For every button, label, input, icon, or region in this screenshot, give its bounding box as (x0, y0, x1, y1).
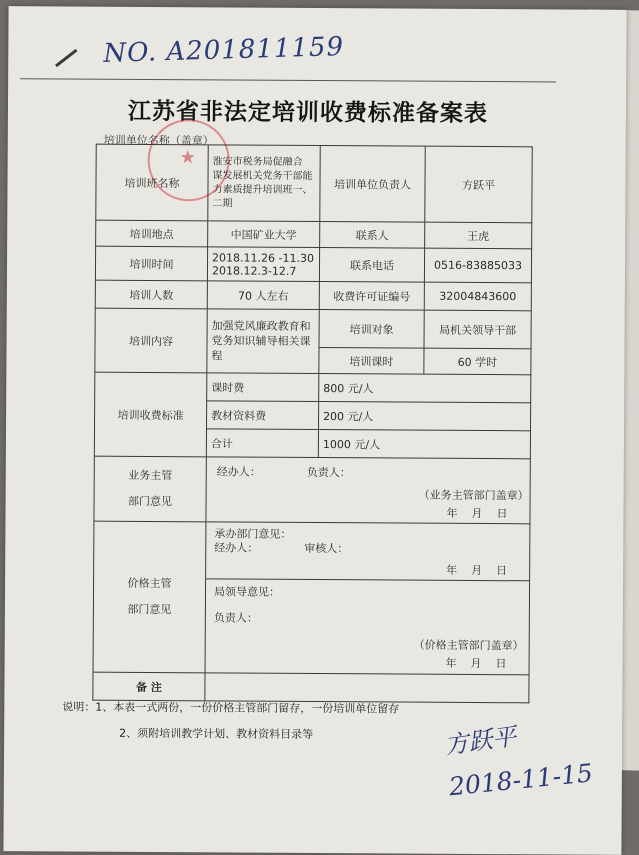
leader-label: 培训单位负责人 (320, 146, 425, 223)
hours-value: 60 学时 (424, 348, 531, 375)
filing-table (92, 144, 532, 704)
undertake-label: 承办部门意见： (214, 527, 292, 541)
count-label: 培训人数 (95, 280, 207, 309)
license-value: 32004843600 (424, 282, 531, 311)
contact-value: 王虎 (425, 222, 532, 249)
target-label: 培训对象 (319, 310, 424, 349)
price-seal-label: （价格主管部门盖章） (413, 638, 524, 653)
content-value: 加强党风廉政教育和党务知识辅导相关课程 (207, 309, 319, 374)
price-label-line1: 价格主管 (127, 576, 172, 591)
phone-label: 联系电话 (319, 248, 424, 283)
biz-opinion-cell (206, 457, 530, 524)
pen-mark (55, 49, 77, 67)
table-row (95, 246, 531, 283)
biz-handler-label: 经办人： (216, 465, 261, 479)
fee-label: 培训收费标准 (94, 372, 207, 457)
fee-item-name: 教材资料费 (207, 401, 319, 430)
biz-label-line1: 业务主管 (128, 468, 173, 483)
location-label: 培训地点 (96, 220, 208, 247)
note-line-1: 说明：1、本表一式两份，一份价格主管部门留存，一份培训单位留存 (62, 700, 400, 716)
handwritten-date: 2018-11-15 (447, 758, 595, 802)
table-row (93, 521, 530, 675)
fee-item-name: 课时费 (207, 373, 319, 402)
time-value-2: 2018.12.3-12.7 (211, 263, 297, 278)
fee-item-value: 800 元/人 (319, 374, 531, 403)
handwritten-serial: NO. A201811159 (102, 31, 345, 69)
table-row (96, 220, 532, 249)
target-value: 局机关领导干部 (424, 310, 531, 349)
price-opinion-cell (205, 522, 530, 675)
price-opinion-label (93, 521, 206, 673)
price-date-1: 年 月 日 (446, 563, 508, 578)
fee-item-name: 合计 (206, 429, 318, 458)
remark-label: 备 注 (93, 672, 205, 701)
bureau-label: 局领导意见： (213, 585, 281, 599)
location-value: 中国矿业大学 (208, 221, 320, 248)
class-name-label: 培训班名称 (96, 144, 208, 221)
price-handler-label: 经办人： (214, 541, 259, 555)
top-rule (20, 78, 556, 82)
price-date-2: 年 月 日 (445, 656, 507, 671)
table-row (95, 372, 531, 403)
handwritten-signature: 方跃平 (442, 722, 518, 760)
table-row (96, 144, 532, 223)
biz-opinion-label (94, 456, 206, 522)
fee-item-value: 200 元/人 (319, 402, 531, 431)
time-value (207, 247, 319, 282)
time-value-1: 2018.11.26 -11.30 (212, 250, 315, 265)
remark-value (205, 673, 529, 703)
biz-seal-label: （业务主管部门盖章） (418, 488, 529, 503)
unit-name-label: 培训单位名称（盖章） (103, 133, 214, 148)
note-line-2: 2、须附培训教学计划、教材资料目录等 (119, 726, 314, 741)
time-label: 培训时间 (95, 246, 207, 281)
hours-label: 培训课时 (319, 348, 424, 375)
license-label: 收费许可证编号 (319, 282, 424, 311)
content-label: 培训内容 (95, 308, 207, 373)
table-row (95, 280, 531, 311)
star-icon: ★ (179, 147, 196, 169)
form-title: 江苏省非法定培训收费标准备案表 (127, 97, 489, 128)
class-name-value: 淮安市税务局促融合 谋发展机关党务干部能力素质提升培训班一、二期 (208, 145, 320, 222)
phone-value: 0516-83885033 (424, 248, 531, 283)
price-responsible-label: 负责人： (213, 611, 258, 625)
biz-label-line2: 部门意见 (128, 494, 173, 509)
leader-value: 方跃平 (425, 146, 532, 223)
reviewer-label: 审核人： (304, 541, 349, 556)
biz-date-label: 年 月 日 (446, 506, 508, 521)
table-row (95, 308, 531, 349)
contact-label: 联系人 (320, 222, 425, 249)
document-sheet (3, 6, 626, 855)
count-value: 70 人左右 (207, 281, 319, 310)
price-label-line2: 部门意见 (127, 602, 172, 617)
fee-item-value: 1000 元/人 (318, 430, 530, 459)
table-row (94, 456, 530, 524)
biz-responsible-label: 负责人： (306, 465, 351, 480)
